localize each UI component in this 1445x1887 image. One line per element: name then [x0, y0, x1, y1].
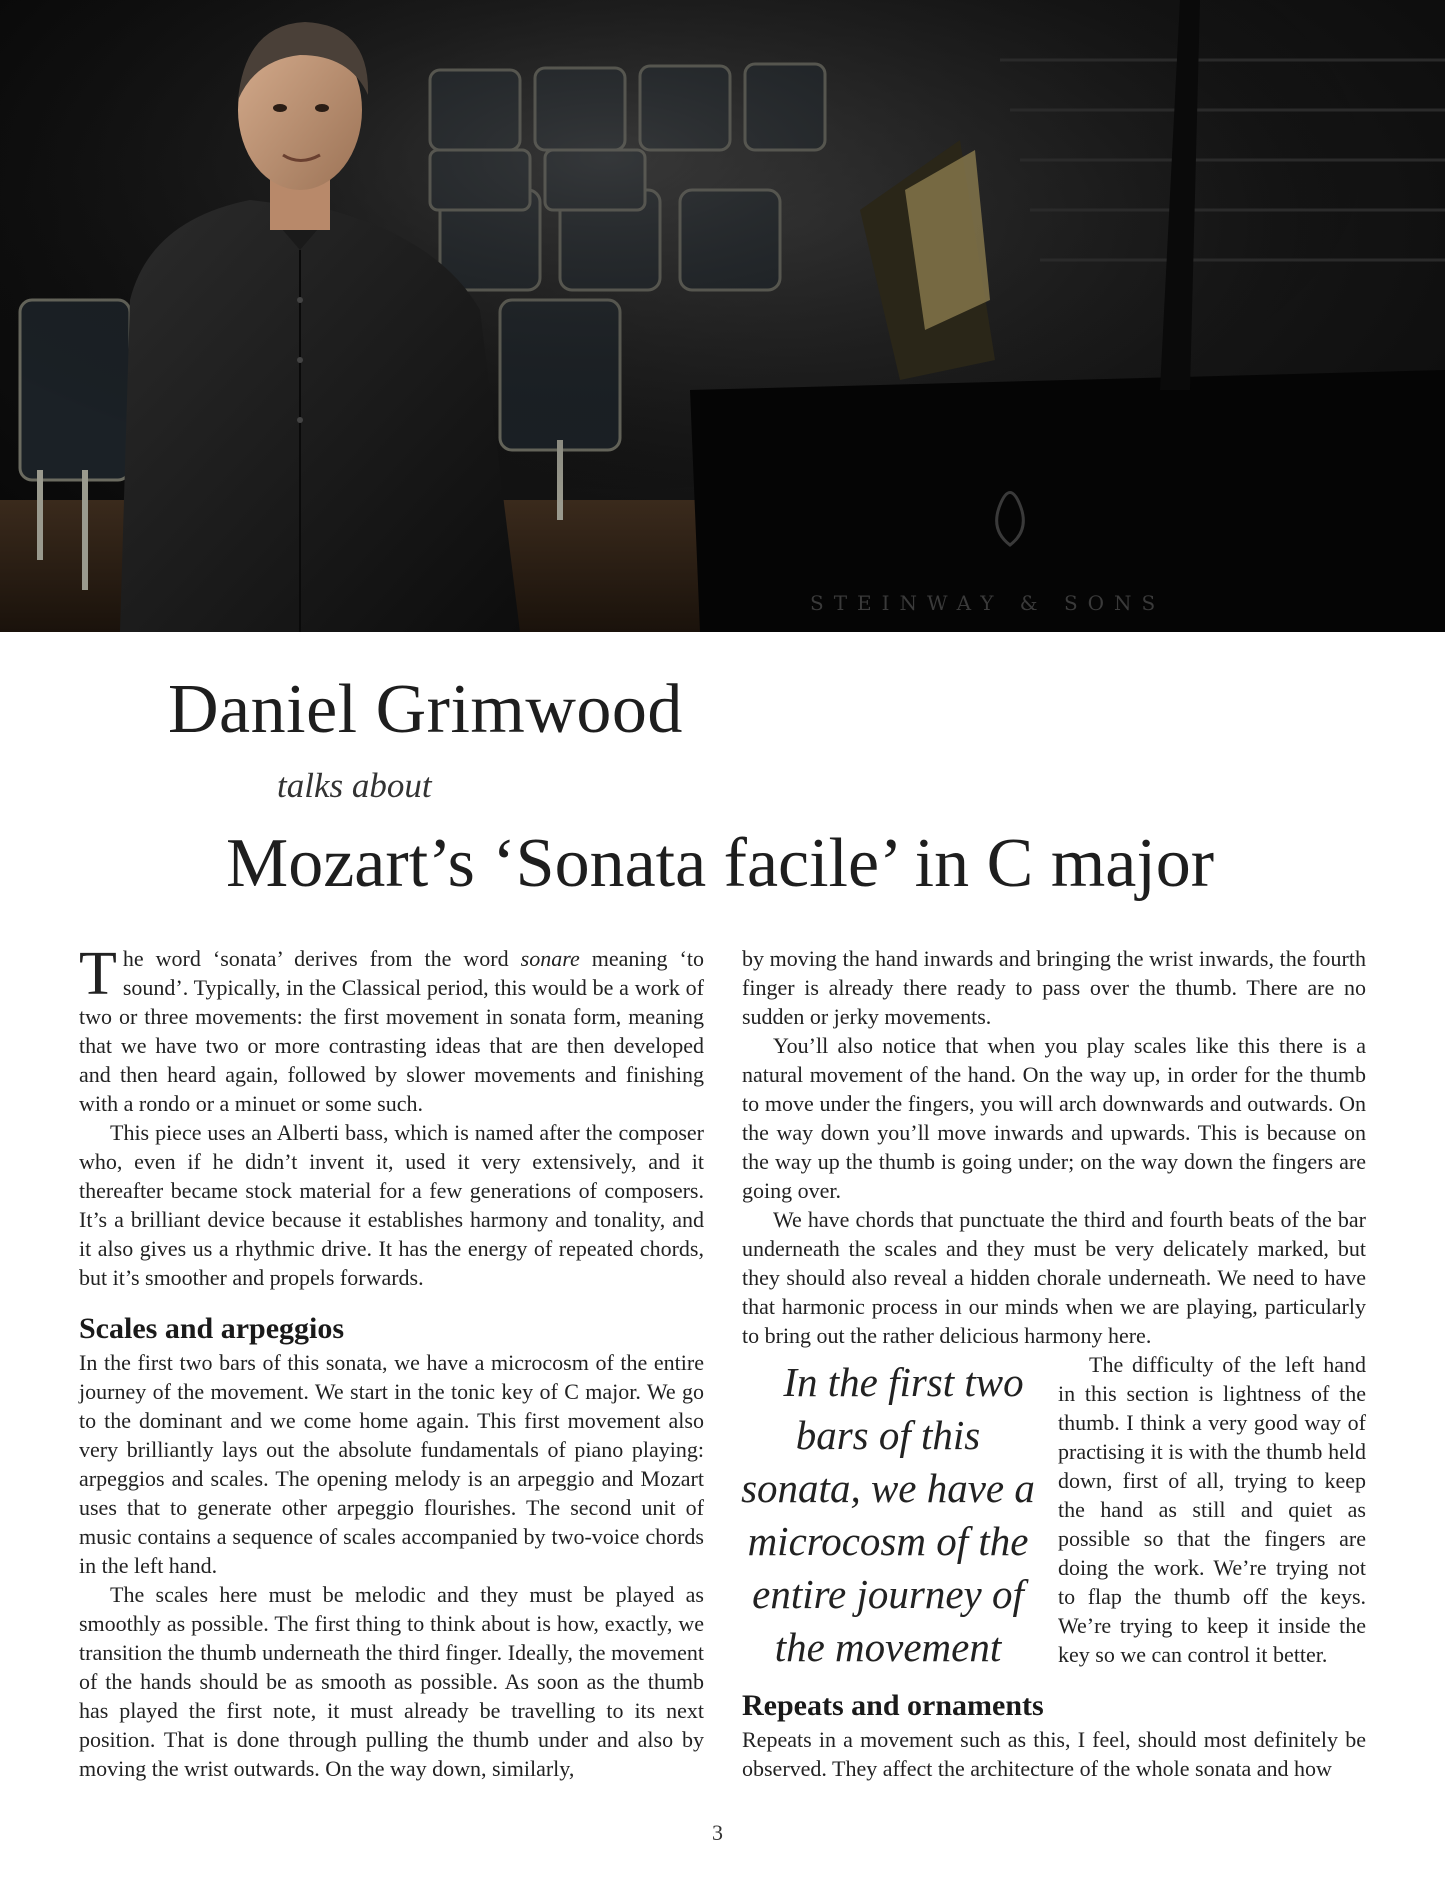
article-title: Mozart’s ‘Sonata facile’ in C major [226, 825, 1215, 902]
repeats-paragraph: Repeats in a movement such as this, I feel, should most definitely be observed. They affect the architecture of the whole sonata and how [742, 1727, 1366, 1781]
left-hand-paragraph [742, 1350, 1366, 1669]
right-column [742, 944, 1366, 1783]
hero-photo [0, 0, 1445, 632]
pull-quote: In the first two bars of this sonata, we have a microcosm of the entire journey of the movement [741, 1359, 1035, 1670]
intro-paragraph-2: This piece uses an Alberti bass, which is named after the composer who, even if he didn’t invent it, used it very extensively, and it thereafter became stock material for a few generations of composers. It’s a brilliant device because it establishes harmony and tonality, and it also gives us a rhythmic drive. It has the energy of repeated chords, but it’s smoother and propels forwards. [79, 1120, 704, 1290]
drop-cap: T [79, 940, 117, 1008]
author-name: Daniel Grimwood [168, 671, 683, 748]
intro-text-a: he word ‘sonata’ derives from the word [122, 946, 521, 971]
page-number: 3 [712, 1820, 723, 1845]
hero-illustration [0, 0, 1445, 632]
scales-paragraph-1: In the first two bars of this sonata, we have a microcosm of the entire journey of the movement. We start in the tonic key of C major. We go to the dominant and we come home again. This first movement also very brilliantly lays out the absolute fundamentals of piano playing: arpeggios and scales. The opening melody is an arpeggio and Mozart uses that to generate other arpeggio flourishes. The second unit of music contains a sequence of scales accompanied by two-voice chords in the left hand. [79, 1350, 704, 1578]
intro-text-b: meaning ‘to sound’. Typically, in the Classical period, this would be a work of two or three movements: the first movement in sonata form, meaning that we have two or more contrasting ideas that are then developed and then heard again, followed by slower movements and finishing with a rondo or a minuet or some such. [79, 946, 704, 1116]
continued-paragraph: by moving the hand inwards and bringing the wrist inwards, the fourth finger is already there ready to pass over the thumb. There are no sudden or jerky movements. [742, 946, 1366, 1029]
heading-repeats-and-ornaments: Repeats and ornaments [742, 1689, 1044, 1722]
chords-text: We have chords that punctuate the third and fourth beats of the bar underneath the scales and they must be very delicately marked, but they should also reveal a hidden chorale underneath. We need to have that harmonic process in our minds when we are playing, particularly to bring out the rather delicious harmony here. [742, 1207, 1366, 1348]
intro-term-sonare: sonare [520, 946, 580, 971]
piano-brand: STEINWAY & SONS [810, 591, 1166, 615]
left-hand-text: The difficulty of the left hand in this section is lightness of the thumb. I think a very good way of practising it is with the thumb held down, first of all, trying to keep the hand as still and quiet as possible so that the fingers are doing the work. We’re trying not to flap the thumb off the keys. We’re trying to keep it inside the key so we can control it better. [1058, 1352, 1366, 1667]
chords-paragraph [742, 1205, 1366, 1350]
heading-scales-and-arpeggios: Scales and arpeggios [79, 1312, 345, 1345]
left-column [79, 940, 704, 1783]
talks-about-subtitle: talks about [277, 766, 432, 805]
hand-movement-paragraph: You’ll also notice that when you play scales like this there is a natural movement of the hand. On the way up, in order for the thumb to move under the fingers, you will arch downwards and outwards. On the way down you’ll move inwards and upwards. This is because on the way up the thumb is going under; on the way down the fingers are going over. [742, 1033, 1366, 1203]
scales-paragraph-2: The scales here must be melodic and they must be played as smoothly as possible. The first thing to think about is how, exactly, we transition the thumb underneath the third finger. Ideally, the movement of the hands should be as smooth as possible. As soon as the thumb has played the first note, it must already be travelling to its next position. That is done through pulling the thumb under and also by moving the wrist outwards. On the way down, similarly, [79, 1582, 704, 1781]
intro-paragraph-1 [79, 940, 704, 1118]
